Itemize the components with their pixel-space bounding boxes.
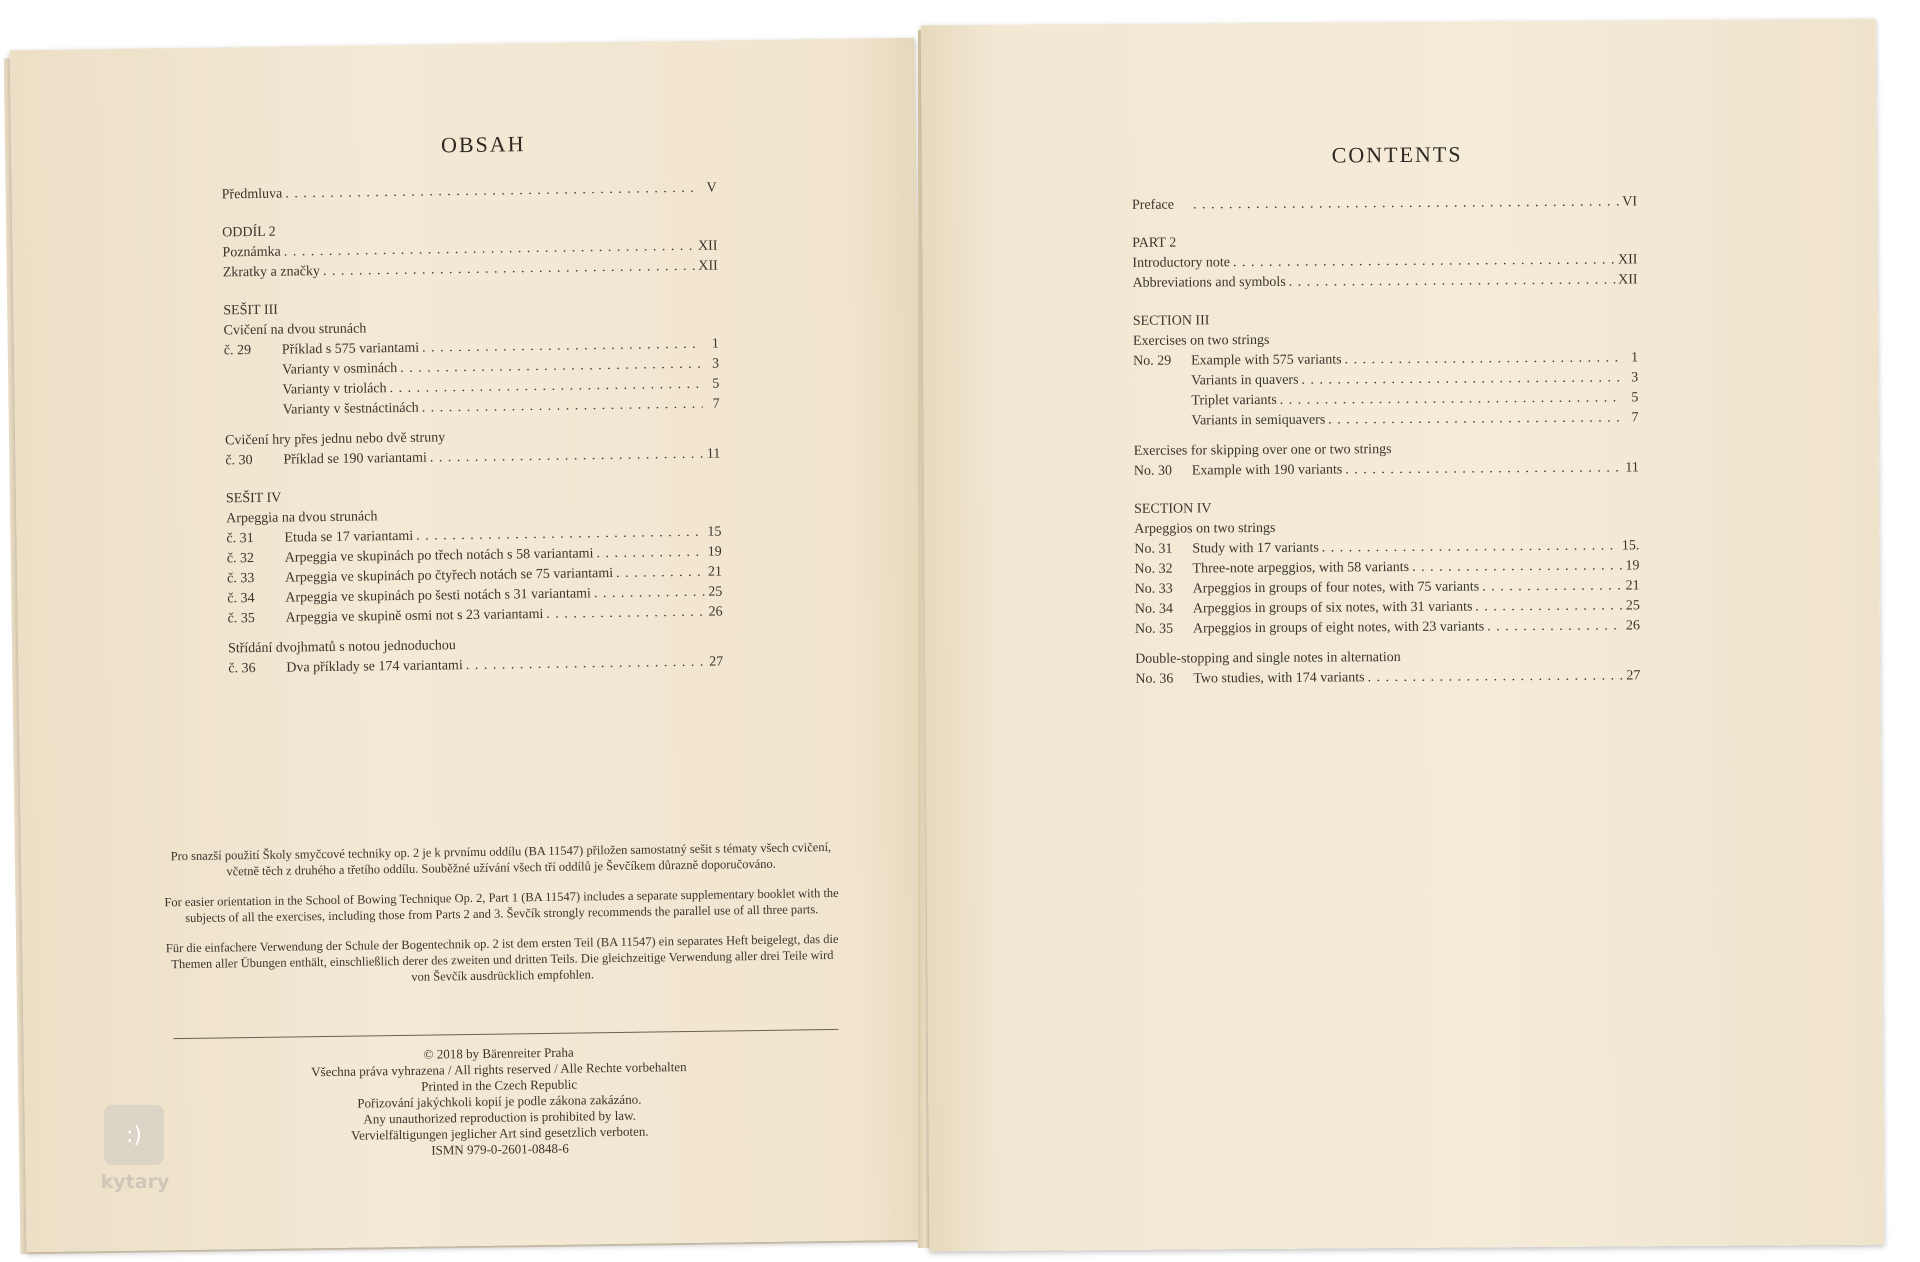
toc-row	[1132, 270, 1637, 294]
toc-number: No. 32	[1134, 561, 1173, 577]
copyright-line: © 2018 by Bärenreiter Praha	[423, 1044, 574, 1062]
toc-number: č. 34	[227, 591, 255, 607]
toc-entry-label: Poznámka	[222, 244, 281, 261]
leader-dots	[430, 445, 704, 469]
toc-page-number: XII	[1617, 252, 1638, 268]
toc-number: č. 31	[226, 531, 254, 547]
toc-page-number: 11	[1625, 460, 1639, 476]
toc-part-title: ODDÍL 2	[222, 224, 276, 241]
toc-czech	[222, 179, 724, 680]
toc-entry-label: Předmluva	[221, 186, 283, 203]
toc-page-number: 15	[707, 524, 722, 540]
toc-number: č. 33	[226, 571, 255, 587]
copyright-line: Všechna práva vyhrazena / All rights reserved / Alle Rechte vorbehalten	[311, 1059, 687, 1080]
toc-entry-label: Arpeggia ve skupinách po šesti notách s 31 variantami	[285, 586, 591, 606]
toc-entry-label: Dva příklady se 174 variantami	[286, 658, 463, 676]
toc-section-title: SEŠIT III	[223, 302, 278, 319]
toc-page-number: 15.	[1621, 538, 1640, 554]
toc-entry-label: Variants in quavers	[1191, 372, 1299, 389]
toc-group-title: Exercises for skipping over one or two strings	[1133, 442, 1392, 459]
toc-number: č. 36	[228, 661, 256, 677]
toc-entry-label: Arpeggia ve skupinách po čtyřech notách se 75 variantami	[284, 566, 614, 586]
toc-page-number: 25	[708, 584, 723, 600]
toc-number: č. 32	[226, 551, 255, 567]
leader-dots	[1412, 556, 1623, 577]
note-german: Für die einfachere Verwendung der Schule der Bogentechnik op. 2 ist dem ersten Teil (BA 11547) ein separates Heft beigelegt, das die Themen aller Übungen enthält, einschließlich derer des zweiten und dritten Teils. Die gleichzeitige Verwendung aller drei Teile wird von Ševčík ausdrücklich empfohlen.	[165, 931, 839, 984]
toc-number: No. 35	[1134, 621, 1174, 637]
toc-page-number: 21	[1625, 578, 1640, 594]
toc-page-number: 1	[1631, 350, 1639, 366]
divider	[173, 1029, 838, 1039]
leader-dots	[616, 563, 705, 584]
toc-number	[224, 394, 282, 395]
toc-number: No. 31	[1134, 541, 1173, 557]
toc-entry-label: Example with 190 variants	[1191, 462, 1343, 479]
leader-dots	[594, 583, 706, 605]
leader-dots	[1233, 251, 1615, 274]
toc-entry-label: Varianty v triolách	[282, 381, 387, 398]
toc-row	[1135, 666, 1640, 690]
toc-entry-label: Triplet variants	[1191, 392, 1277, 409]
toc-page-number: 19	[1625, 558, 1640, 574]
toc-page-number: VI	[1622, 194, 1638, 210]
toc-group-title: Střídání dvojhmatů s notou jednoduchou	[227, 638, 456, 657]
leader-dots	[596, 543, 705, 565]
toc-group-title: Double-stopping and single notes in alternation	[1135, 650, 1401, 667]
leader-dots	[466, 653, 707, 676]
leader-dots	[1328, 408, 1621, 430]
smiley-box-icon	[104, 1105, 164, 1165]
page-title-obsah: OBSAH	[440, 131, 526, 158]
toc-entry-label: Introductory note	[1132, 255, 1231, 271]
toc-entry-label: Příklad se 190 variantami	[283, 450, 427, 468]
toc-page-number: 7	[712, 396, 720, 412]
leader-dots	[1482, 576, 1623, 597]
toc-group-title: Exercises on two strings	[1132, 332, 1270, 349]
note-english: For easier orientation in the School of Bowing Technique Op. 2, Part 1 (BA 11547) includes a separate supplementary booklet with the subjects of all the exercises, including those from Parts 2 and 3. Ševčík strongly recommends the parallel use of all three parts.	[164, 885, 839, 926]
toc-group-title: Cvičení hry přes jednu nebo dvě struny	[225, 430, 446, 449]
toc-entry-label: Arpeggios in groups of four notes, with 75 variants	[1192, 579, 1480, 597]
toc-number	[225, 414, 283, 415]
toc-page-number: XII	[698, 258, 718, 274]
smiley-face-glyph: :)	[126, 1123, 142, 1148]
leader-dots	[422, 395, 703, 419]
leader-dots	[1345, 458, 1622, 480]
toc-entry-label: Varianty v osminách	[282, 360, 398, 378]
leader-dots	[1322, 536, 1619, 558]
toc-group-title: Cvičení na dvou strunách	[223, 321, 367, 339]
toc-entry-label: Example with 575 variants	[1191, 352, 1342, 369]
toc-entry-label: Příklad s 575 variantami	[281, 340, 420, 358]
leader-dots	[1344, 348, 1621, 370]
toc-number: No. 33	[1134, 581, 1173, 597]
copyright-line: Printed in the Czech Republic	[421, 1076, 578, 1094]
toc-number	[224, 374, 282, 375]
toc-page-number: 27	[1626, 668, 1641, 684]
toc-number: č. 35	[227, 611, 255, 627]
leader-dots	[1280, 388, 1622, 410]
toc-entry-label: Arpeggios in groups of eight notes, with 23 variants	[1192, 619, 1485, 637]
toc-page-number: 1	[711, 336, 719, 352]
toc-page-number: V	[706, 180, 717, 196]
toc-row	[1133, 408, 1638, 432]
page-title-contents: CONTENTS	[1331, 141, 1463, 168]
toc-entry-label: Arpeggios in groups of six notes, with 31 variants	[1192, 599, 1473, 617]
toc-row	[1135, 616, 1640, 640]
toc-entry-label: Abbreviations and symbols	[1132, 274, 1286, 291]
leader-dots	[1475, 596, 1623, 617]
toc-number: No. 30	[1133, 463, 1173, 479]
toc-row	[1134, 458, 1639, 482]
toc-page-number: 5	[1631, 390, 1639, 406]
toc-page-number: 25	[1625, 598, 1640, 614]
copyright-line: Pořizování jakýchkoli kopií je podle zákona zakázáno.	[357, 1091, 642, 1111]
toc-entry-label: Two studies, with 174 variants	[1193, 670, 1365, 687]
toc-number: č. 29	[223, 343, 252, 359]
toc-page-number: 19	[707, 544, 722, 560]
watermark-text: kytary	[100, 1171, 170, 1193]
toc-section-title: SECTION IV	[1134, 501, 1212, 517]
left-page	[10, 38, 932, 1253]
toc-page-number: XII	[1618, 272, 1638, 288]
toc-number: No. 34	[1134, 601, 1173, 617]
toc-entry-label: Arpeggia ve skupině osmi not s 23 variantami	[285, 606, 544, 626]
toc-entry-label: Zkratky a značky	[222, 264, 321, 281]
kytary-watermark	[100, 1105, 170, 1195]
toc-number: č. 30	[225, 453, 253, 469]
copyright-line: Any unauthorized reproduction is prohibited by law.	[363, 1107, 636, 1127]
toc-page-number: 27	[709, 654, 724, 670]
toc-number: No. 29	[1133, 353, 1172, 369]
leader-dots	[1193, 192, 1619, 215]
right-page	[921, 19, 1885, 1252]
toc-row-preface	[1132, 192, 1637, 216]
note-czech: Pro snazší použití Školy smyčcové techniky op. 2 je k prvnímu oddílu (BA 11547) přiložen samostatný sešit s tématy všech cvičení, včetně těch z druhého a třetího oddílu. Souběžné užívání všech tří oddílů je Ševčíkem důrazně doporučováno.	[170, 839, 832, 879]
leader-dots	[546, 603, 705, 625]
leader-dots	[1487, 616, 1623, 637]
toc-page-number: XII	[697, 238, 718, 254]
toc-english	[1132, 192, 1640, 690]
toc-entry-label: Study with 17 variants	[1192, 540, 1319, 557]
copyright-block	[259, 1042, 741, 1161]
toc-group-title: Arpeggios on two strings	[1134, 520, 1276, 537]
toc-entry-label: Varianty v šestnáctinách	[282, 400, 419, 418]
copyright-line: ISMN 979-0-2601-0848-6	[431, 1140, 569, 1158]
toc-group-title: Arpeggia na dvou strunách	[226, 509, 378, 527]
toc-entry-label: Variants in semiquavers	[1191, 412, 1326, 429]
toc-page-number: 26	[708, 604, 723, 620]
toc-page-number: 21	[707, 564, 723, 580]
edition-notes	[161, 839, 843, 1002]
copyright-line: Vervielfältigungen jeglicher Art sind gesetzlich verboten.	[350, 1123, 649, 1143]
toc-page-number: 3	[1631, 370, 1639, 386]
toc-page-number: 11	[706, 446, 721, 462]
toc-section-title: SEŠIT IV	[225, 490, 282, 507]
toc-entry-label: Three-note arpeggios, with 58 variants	[1192, 559, 1410, 577]
leader-dots	[1301, 368, 1621, 390]
toc-page-number: 3	[711, 356, 720, 372]
toc-page-number: 7	[1631, 410, 1639, 426]
toc-entry-label: Etuda se 17 variantami	[284, 528, 414, 546]
toc-part-title: PART 2	[1132, 235, 1177, 251]
toc-section-title: SECTION III	[1132, 313, 1210, 329]
toc-page-number: 5	[712, 376, 720, 392]
leader-dots	[1289, 271, 1615, 293]
toc-number: No. 36	[1135, 671, 1174, 687]
toc-entry-label: Arpeggia ve skupinách po třech notách s 58 variantami	[284, 546, 594, 566]
toc-page-number: 26	[1625, 618, 1640, 634]
toc-entry-label: Preface	[1131, 197, 1175, 213]
leader-dots	[1368, 666, 1624, 688]
